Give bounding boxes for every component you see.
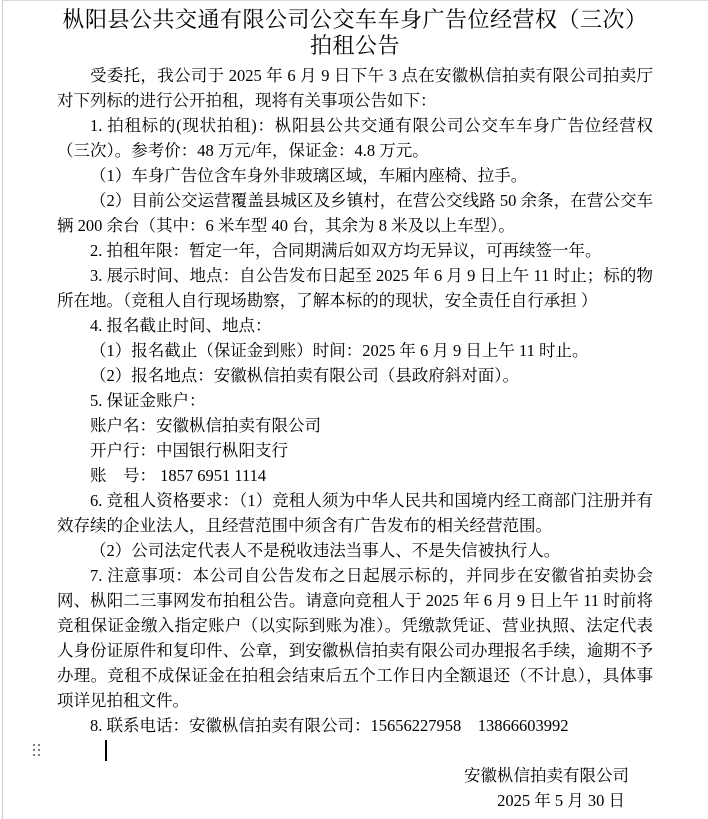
para-intro[interactable]: 受委托，我公司于 2025 年 6 月 9 日下午 3 点在安徽枞信拍卖有限公司拍卖厅对下列标的进行公开拍租，现将有关事项公告如下： bbox=[57, 66, 653, 110]
para-item8-contacts[interactable]: 8. 联系电话：安徽枞信拍卖有限公司：15656227958 13866603992 bbox=[90, 716, 569, 735]
para-item4-deadline[interactable]: 4. 报名截止时间、地点： bbox=[90, 316, 272, 335]
para-item1-subject[interactable]: 1. 拍租标的(现状拍租)：枞阳县公共交通有限公司公交车车身广告位经营权（三次）。参考价：48 万元/年，保证金：4.8 万元。 bbox=[57, 116, 653, 160]
document-body bbox=[57, 63, 653, 813]
para-item4-sub2[interactable]: （2）报名地点：安徽枞信拍卖有限公司（县政府斜对面）。 bbox=[90, 366, 519, 385]
doc-title-line-1[interactable]: 枞阳县公共交通有限公司公交车车身广告位经营权（三次） bbox=[62, 7, 648, 32]
para-account-bank[interactable]: 开户行：中国银行枞阳支行 bbox=[90, 441, 288, 460]
para-item1-sub2[interactable]: （2）目前公交运营覆盖县城区及乡镇村，在营公交线路 50 余条，在营公交车辆 200 余台（其中：6 米车型 40 台，其余为 8 米及以上车型）。 bbox=[57, 191, 653, 235]
doc-title-line-2[interactable]: 拍租公告 bbox=[309, 33, 400, 58]
para-item2-term[interactable]: 2. 拍租年限：暂定一年，合同期满后如双方均无异议，可再续签一年。 bbox=[90, 241, 602, 260]
drag-handle-dot bbox=[33, 749, 35, 751]
document-page[interactable] bbox=[2, 0, 708, 819]
para-item7-notes[interactable]: 7. 注意事项：本公司自公告发布之日起展示标的，并同步在安徽省拍卖协会网、枞阳二三事网发布拍租公告。请意向竞租人于 2025 年 6 月 9 日上午 11 时前将竞租保证金缴入指定账户（以实际到账为准）。凭缴款凭证、营业执照、法定代表人身份证原件和复印件、公章，到安徽枞信拍卖有限公司办理报名手续，逾期不予办理。竞租不成保证金在拍租会结束后五个工作日内全额退还（不计息），具体事项详见拍租文件。 bbox=[57, 566, 653, 710]
signature-date[interactable]: 2025 年 5 月 30 日 bbox=[497, 791, 625, 810]
para-account-name[interactable]: 账户名：安徽枞信拍卖有限公司 bbox=[90, 416, 321, 435]
drag-handle-dot bbox=[33, 744, 35, 746]
empty-paragraph[interactable] bbox=[57, 738, 653, 763]
drag-handle-dot bbox=[38, 754, 40, 756]
drag-handle-dot bbox=[33, 754, 35, 756]
para-account-number[interactable]: 账 号： 1857 6951 1114 bbox=[90, 466, 267, 485]
para-item4-sub1[interactable]: （1）报名截止（保证金到账）时间：2025 年 6 月 9 日上午 11 时止。 bbox=[90, 341, 589, 360]
signature-company[interactable]: 安徽枞信拍卖有限公司 bbox=[464, 766, 629, 785]
drag-handle-dot bbox=[38, 744, 40, 746]
para-item6-eligibility[interactable]: 6. 竞租人资格要求：（1）竞租人须为中华人民共和国境内经工商部门注册并有效存续的企业法人，且经营范围中须含有广告发布的相关经营范围。 bbox=[57, 491, 653, 535]
document-title bbox=[57, 7, 653, 59]
text-caret bbox=[105, 740, 107, 761]
drag-handle-icon[interactable] bbox=[33, 744, 40, 756]
drag-handle-dot bbox=[38, 749, 40, 751]
para-item6-sub2[interactable]: （2）公司法定代表人不是税收违法当事人、不是失信被执行人。 bbox=[90, 541, 561, 560]
para-item3-display[interactable]: 3. 展示时间、地点：自公告发布日起至 2025 年 6 月 9 日上午 11 时止；标的物所在地。（竞租人自行现场勘察，了解本标的的现状，安全责任自行承担 ） bbox=[57, 266, 653, 310]
para-item1-sub1[interactable]: （1）车身广告位含车身外非玻璃区域，车厢内座椅、拉手。 bbox=[90, 166, 528, 185]
para-item5-account[interactable]: 5. 保证金账户： bbox=[90, 391, 206, 410]
